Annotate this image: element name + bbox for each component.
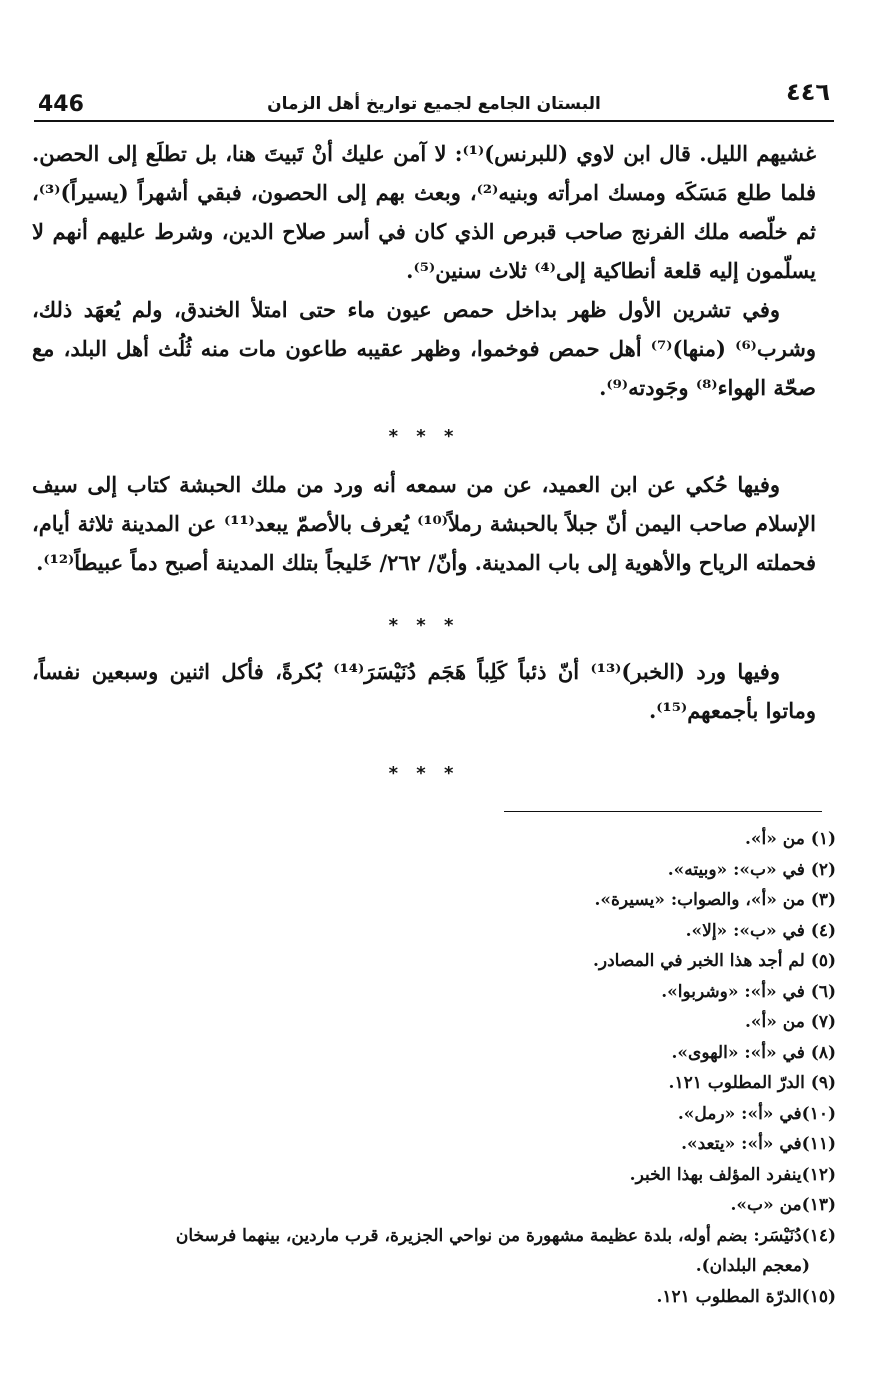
footnote: (١) من «أ».: [744, 829, 836, 849]
footnote-rule: [504, 811, 822, 812]
footnote: (٦) في «أ»: «وشربوا».: [661, 981, 836, 1002]
paragraph: وفيها ورد (الخبر)⁽¹³⁾ أنّ ذئباً كَلِباً هَجَم دُنَيْسَرَ⁽¹⁴⁾ بُكرةً، فأكل اثنين وسبعين نفساً، وماتوا بأجمعهم⁽¹⁵⁾.: [32, 659, 816, 723]
footnote: (١٥)الدرّة المطلوب ١٢١.: [656, 1286, 836, 1307]
page-number-arabic: ٤٤٦: [786, 78, 830, 106]
running-title: البستان الجامع لجميع تواريخ أهل الزمان: [267, 94, 601, 114]
header-rule: [34, 120, 834, 122]
paragraph: وفي تشرين الأول ظهر بداخل حمص عيون ماء حتى امتلأ الخندق، ولم يُعهَد ذلك، وشرب⁽⁶⁾ (منها)⁽⁷⁾ أهل حمص فوخموا، وظهر عقيبه طاعون مات منه ثُلُث أهل البلد، مع صحّة الهواء⁽⁸⁾ وجَودته⁽⁹⁾.: [32, 297, 816, 400]
footnote: (١٤)دُنَيْسَر: بضم أوله، بلدة عظيمة مشهورة من نواحي الجزيرة، قرب ماردين، بينهما فرسخان: [175, 1225, 836, 1246]
paragraph: غشيهم الليل. قال ابن لاوي (للبرنس)⁽¹⁾: لا آمن عليك أنْ تَبيتَ هنا، بل تطلَع إلى الحصن. فلما طلع مَسَكَه ومسك امرأته وبنيه⁽²⁾، وبعث بهم إلى الحصون، فبقي أشهراً (يسيراً)⁽³⁾، ثم خلّصه ملك الفرنج صاحب قبرص الذي كان في أسر صلاح الدين، وشرط عليهم أنهم لا يسلّمون إليه قلعة أنطاكية إلى⁽⁴⁾ ثلاث سنين⁽⁵⁾.: [32, 141, 816, 283]
footnote: (١١)في «أ»: «يتعد».: [681, 1134, 836, 1154]
footnote: (١٢)ينفرد المؤلف بهذا الخبر.: [629, 1164, 836, 1185]
footnote: (٧) من «أ».: [744, 1012, 836, 1032]
paragraph: وفيها حُكي عن ابن العميد، عن من سمعه أنه ورد من ملك الحبشة كتاب إلى سيف الإسلام صاحب اليمن أنّ جبلاً بالحبشة رملاً⁽¹⁰⁾ يُعرف بالأصمّ يبعد⁽¹¹⁾ عن المدينة ثلاثة أيام، فحملته الرياح والأهوية إلى باب المدينة. وأنّ/ ٢٦٢/ خَليجاً بتلك المدينة أصبح دماً عبيطاً⁽¹²⁾.: [32, 472, 816, 575]
footnote: (٩) الدرّ المطلوب ١٢١.: [668, 1073, 836, 1093]
footnote: (٨) في «أ»: «الهوى».: [671, 1042, 836, 1063]
footnote: (١٣)من «ب».: [730, 1195, 836, 1215]
footnote: (٢) في «ب»: «وبيته».: [667, 859, 836, 880]
footnote: (٥) لم أجد هذا الخبر في المصادر.: [592, 951, 836, 971]
main-text: [32, 134, 816, 788]
footnotes: [60, 824, 836, 1312]
footnote: (٤) في «ب»: «إلا».: [685, 920, 836, 941]
section-separator: * * *: [388, 763, 460, 784]
footnote: (٣) من «أ»، والصواب: «يسيرة».: [594, 890, 836, 910]
page-header: [34, 78, 834, 122]
footnote: (١٠)في «أ»: «رمل».: [677, 1103, 836, 1124]
footnote-continuation: (معجم البلدان).: [695, 1256, 810, 1276]
section-separator: * * *: [388, 615, 460, 636]
section-separator: * * *: [388, 426, 460, 447]
page-number-latin: 446: [38, 92, 84, 117]
